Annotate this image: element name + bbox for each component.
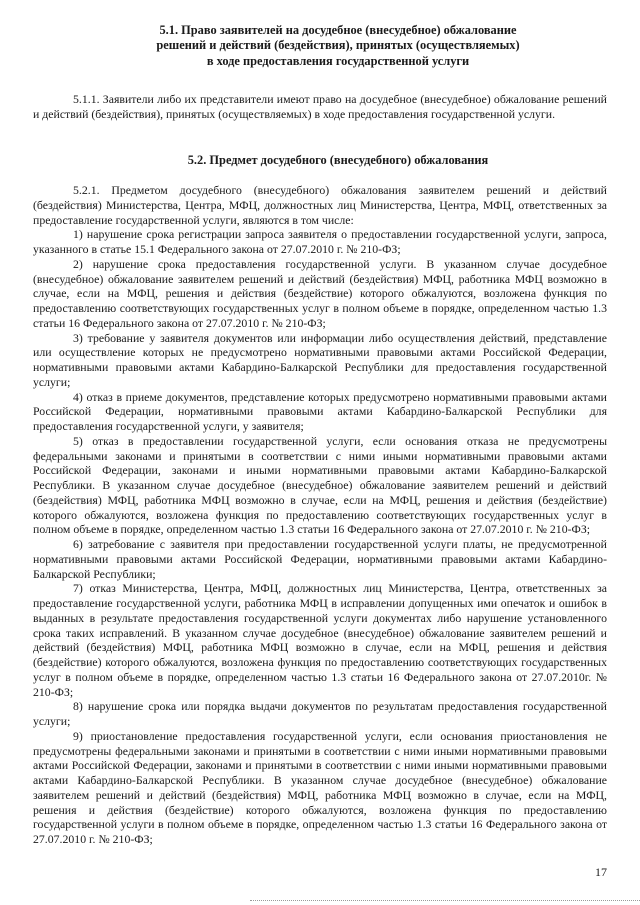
section-5-1-title [60, 23, 616, 69]
scan-edge-divider [250, 900, 640, 902]
paragraph-5-1-1: 5.1.1. Заявители либо их представители имеют право на досудебное (внесудебное) обжалование решений и действий (бездействия), принятых (осуществляемых) в ходе предоставления государственной услуги. [33, 92, 607, 121]
list-item-4: 4) отказ в приеме документов, представление которых предусмотрено нормативными правовыми актами Российской Федерации, нормативными правовыми актами Кабардино-Балкарской Республики для предоставления государственной услуги, у заявителя; [33, 389, 607, 433]
paragraph-5-2-1: 5.2.1. Предметом досудебного (внесудебного) обжалования заявителем решений и действий (бездействия) Министерства, Центра, МФЦ, должностных лиц Министерства, Центра, МФЦ, ответственных за предоставление государственной услуги, являются в том числе: [33, 183, 607, 227]
list-item-2: 2) нарушение срока предоставления государственной услуги. В указанном случае досудебное (внесудебное) обжалование заявителем решений и действий (бездействия) МФЦ, работника МФЦ возможно в случае, если на МФЦ, решения и действия (бездействие) которого обжалуются, возложена функция по предоставлению соответствующих государственных услуг в полном объеме в порядке, определенном частью 1.3 статьи 16 Федерального закона от 27.07.2010 г. № 210-ФЗ; [33, 256, 607, 330]
list-item-7: 7) отказ Министерства, Центра, МФЦ, должностных лиц Министерства, Центра, ответственных за предоставление государственной услуги, работника МФЦ в исправлении допущенных ими опечаток и ошибок в выданных в результате предоставления государственной услуги документах либо нарушение установленного срока таких исправлений. В указанном случае досудебное (внесудебное) обжалование заявителем решений и действий (бездействия) МФЦ, работника МФЦ возможно в случае, если на МФЦ, решения и действия (бездействие) которого обжалуются, возложена функция по предоставлению соответствующих государственных услуг в полном объеме в порядке, определенном частью 1.3 статьи 16 Федерального закона от 27.07.2010г. № 210-ФЗ; [33, 581, 607, 699]
list-item-1: 1) нарушение срока регистрации запроса заявителя о предоставлении государственной услуги, запроса, указанного в статье 15.1 Федерального закона от 27.07.2010 г. № 210-ФЗ; [33, 227, 607, 256]
list-item-9: 9) приостановление предоставления государственной услуги, если основания приостановления не предусмотрены федеральными законами и принятыми в соответствии с ними иными нормативными правовыми актами Российской Федерации, законами и принятыми в соответствии с ними иными нормативными правовыми актами Кабардино-Балкарской Республики. В указанном случае досудебное (внесудебное) обжалование заявителем решений и действий (бездействия) МФЦ, работника МФЦ возможно в случае, если на МФЦ, решения и действия (бездействие) которого обжалуются, возложена функция по предоставлению государственной услуги в полном объеме в порядке, определенном частью 1.3 статьи 16 Федерального закона от 27.07.2010 г. № 210-ФЗ; [33, 728, 607, 846]
section-5-2-body [33, 183, 607, 847]
list-item-6: 6) затребование с заявителя при предоставлении государственной услуги платы, не предусмотренной нормативными правовыми актами Российской Федерации, нормативными правовыми актами Кабардино-Балкарской Республики; [33, 537, 607, 581]
list-item-5: 5) отказ в предоставлении государственной услуги, если основания отказа не предусмотрены федеральными законами и принятыми в соответствии с ними иными нормативными правовыми актами Российской Федерации, законами и иными нормативными правовыми актами Кабардино-Балкарской Республики. В указанном случае досудебное (внесудебное) обжалование заявителем решений и действий (бездействия) МФЦ, работника МФЦ возможно в случае, если на МФЦ, решения и действия (бездействие) которого обжалуются, возложена функция по предоставлению соответствующих государственных услуг в полном объеме в порядке, определенном частью 1.3 статьи 16 Федерального закона от 27.07.2010 г. № 210-ФЗ; [33, 433, 607, 537]
page-number: 17 [595, 865, 607, 879]
list-item-3: 3) требование у заявителя документов или информации либо осуществления действий, представление или осуществление которых не предусмотрено нормативными правовыми актами Российской Федерации, нормативными правовыми актами Кабардино-Балкарской Республики для предоставления государственной услуги; [33, 330, 607, 389]
section-5-1-title-line: в ходе предоставления государственной услуги [206, 53, 470, 68]
section-5-1-title-line: 5.1. Право заявителей на досудебное (внесудебное) обжалование [159, 23, 517, 37]
section-5-2-title [60, 153, 616, 168]
section-5-1-title-line: решений и действий (бездействия), принятых (осуществляемых) [156, 38, 520, 53]
section-5-1-body [33, 92, 607, 122]
section-5-2-title-line: 5.2. Предмет досудебного (внесудебного) обжалования [187, 153, 489, 167]
list-item-8: 8) нарушение срока или порядка выдачи документов по результатам предоставления государственной услуги; [33, 699, 607, 728]
